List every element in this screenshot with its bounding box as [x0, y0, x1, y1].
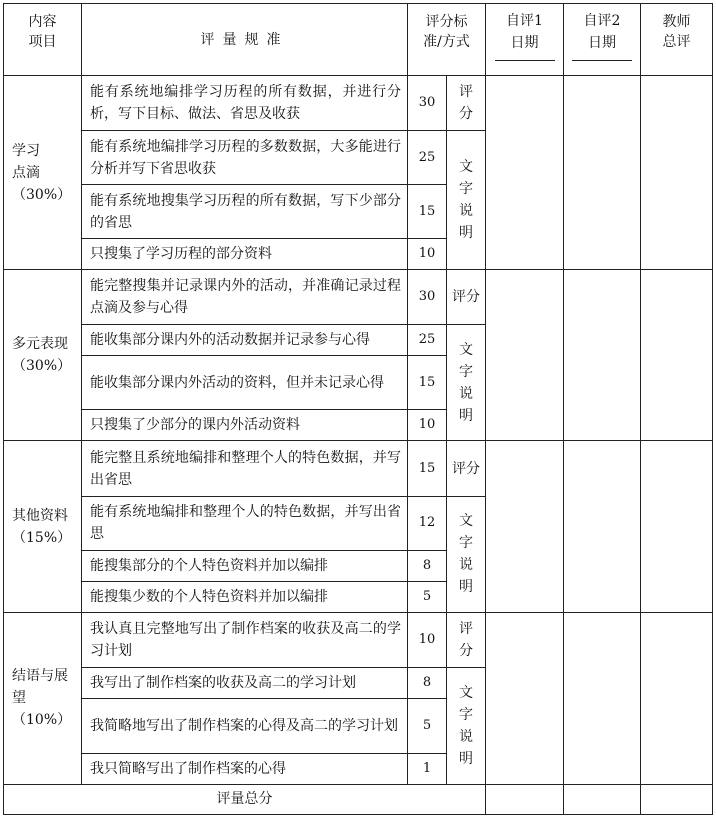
- section-performance: 多元表现 （30%）: [4, 270, 82, 441]
- self-eval-2-date-line: [572, 60, 632, 61]
- score-cell: 15: [408, 356, 447, 410]
- criterion-cell: 能完整且系统地编排和整理个人的特色数据，并写出省思: [82, 441, 408, 496]
- score-cell: 1: [408, 753, 447, 784]
- teacher-eval-cell[interactable]: [641, 612, 713, 784]
- self-eval-2-cell[interactable]: [564, 270, 641, 441]
- score-cell: 30: [408, 270, 447, 325]
- self-eval-2-cell[interactable]: [564, 612, 641, 784]
- score-cell: 25: [408, 131, 447, 185]
- self-eval-1-cell[interactable]: [486, 612, 564, 784]
- header-self-eval-2: [564, 4, 641, 76]
- total-self-eval-2[interactable]: [564, 784, 641, 814]
- method-score: 评分: [447, 76, 486, 131]
- method-text: 文字说明: [447, 325, 486, 441]
- self-eval-1-title: 自评1: [506, 13, 543, 29]
- method-text: 文字说明: [447, 496, 486, 612]
- self-eval-2-cell[interactable]: [564, 441, 641, 612]
- criterion-cell: 能有系统地编排学习历程的所有数据，并进行分析，写下目标、做法、省思及收获: [82, 76, 408, 131]
- total-label: 评量总分: [4, 784, 486, 814]
- score-cell: 8: [408, 667, 447, 698]
- criterion-cell: 能有系统地搜集学习历程的所有数据，写下少部分的省思: [82, 185, 408, 239]
- total-teacher[interactable]: [641, 784, 713, 814]
- method-score: 评分: [447, 441, 486, 496]
- total-self-eval-1[interactable]: [486, 784, 564, 814]
- criterion-cell: 只搜集了少部分的课内外活动资料: [82, 410, 408, 441]
- self-eval-2-cell[interactable]: [564, 76, 641, 270]
- method-score: 评分: [447, 612, 486, 667]
- criterion-cell: 能收集部分课内外的活动数据并记录参与心得: [82, 325, 408, 356]
- table-row: [4, 270, 713, 325]
- teacher-eval-cell[interactable]: [641, 270, 713, 441]
- criterion-cell: 能有系统地编排学习历程的多数数据，大多能进行分析并写下省思收获: [82, 131, 408, 185]
- score-cell: 10: [408, 612, 447, 667]
- method-text: 文字说明: [447, 667, 486, 784]
- criterion-cell: 我写出了制作档案的收获及高二的学习计划: [82, 667, 408, 698]
- header-criteria: 评量规准: [82, 4, 408, 76]
- self-eval-1-cell[interactable]: [486, 270, 564, 441]
- header-scoring: 评分标准/方式: [408, 4, 486, 76]
- self-eval-1-date-label: 日期: [510, 35, 539, 51]
- self-eval-2-title: 自评2: [583, 13, 621, 29]
- method-text: 文字说明: [447, 131, 486, 270]
- criterion-cell: 我只简略写出了制作档案的心得: [82, 753, 408, 784]
- criterion-cell: 能完整搜集并记录课内外的活动，并准确记录过程点滴及参与心得: [82, 270, 408, 325]
- score-cell: 5: [408, 698, 447, 753]
- self-eval-1-cell[interactable]: [486, 441, 564, 612]
- section-other: 其他资料 （15%）: [4, 441, 82, 612]
- criterion-cell: 只搜集了学习历程的部分资料: [82, 239, 408, 270]
- self-eval-1-date-line: [495, 60, 555, 61]
- criterion-cell: 能有系统地编排和整理个人的特色数据，并写出省思: [82, 496, 408, 550]
- section-learning: 学习点滴 （30%）: [4, 76, 82, 270]
- table-row: [4, 76, 713, 131]
- header-content-item: 内容项目: [4, 4, 82, 76]
- score-cell: 25: [408, 325, 447, 356]
- total-row: [4, 784, 713, 814]
- header-self-eval-1: [486, 4, 564, 76]
- score-cell: 30: [408, 76, 447, 131]
- score-cell: 10: [408, 410, 447, 441]
- score-cell: 15: [408, 185, 447, 239]
- table-row: [4, 441, 713, 496]
- self-eval-2-date-label: 日期: [588, 35, 616, 51]
- method-score: 评分: [447, 270, 486, 325]
- score-cell: 15: [408, 441, 447, 496]
- score-cell: 5: [408, 581, 447, 612]
- score-cell: 10: [408, 239, 447, 270]
- section-conclusion: 结语与展望 （10%）: [4, 612, 82, 784]
- score-cell: 8: [408, 550, 447, 581]
- teacher-eval-cell[interactable]: [641, 441, 713, 612]
- score-cell: 12: [408, 496, 447, 550]
- criterion-cell: 能搜集部分的个人特色资料并加以编排: [82, 550, 408, 581]
- header-row: [4, 4, 713, 76]
- table-row: [4, 612, 713, 667]
- self-eval-1-cell[interactable]: [486, 76, 564, 270]
- criterion-cell: 能搜集少数的个人特色资料并加以编排: [82, 581, 408, 612]
- header-teacher: 教师总评: [641, 4, 713, 76]
- teacher-eval-cell[interactable]: [641, 76, 713, 270]
- rubric-table: [3, 3, 713, 815]
- criterion-cell: 我简略地写出了制作档案的心得及高二的学习计划: [82, 698, 408, 753]
- criterion-cell: 能收集部分课内外活动的资料，但并未记录心得: [82, 356, 408, 410]
- criterion-cell: 我认真且完整地写出了制作档案的收获及高二的学习计划: [82, 612, 408, 667]
